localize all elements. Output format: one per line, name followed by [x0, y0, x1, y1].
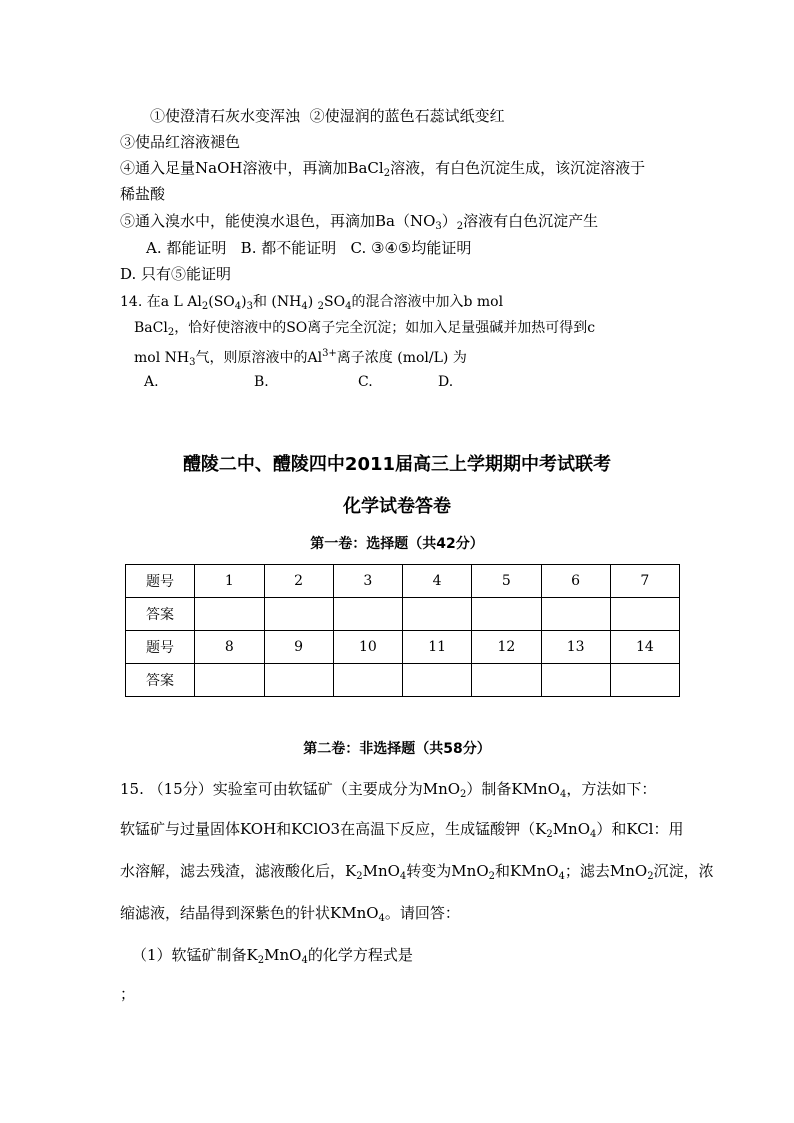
q14-s4: 4 [301, 301, 308, 312]
table-row [126, 565, 680, 598]
q14-t7: 的混合溶液中加入b mol [351, 294, 504, 310]
q13-s5-c: 溶液有白色沉淀产生 [463, 212, 599, 230]
q14-l3-a: mol NH [134, 350, 190, 366]
table-cell-number: 3 [333, 565, 402, 598]
table-cell-number: 7 [610, 565, 679, 598]
answer-cell[interactable] [264, 664, 333, 697]
q15-l3-d: 和KMnO [495, 862, 559, 880]
q14-l3-sub: 3 [189, 357, 196, 368]
answer-cell[interactable] [264, 598, 333, 631]
q15-l4-b: 。请回答： [384, 904, 460, 922]
section-1-heading: 第一卷：选择题（共42分） [310, 536, 484, 552]
table-label-answer: 答案 [126, 598, 195, 631]
q13-s5-sub2: 2 [456, 221, 464, 232]
q15-l2-a: 软锰矿与过量固体KOH和KClO3在高温下反应，生成锰酸钾（K [120, 820, 547, 838]
q15-l3-f: 沉淀，浓 [653, 862, 714, 880]
table-label-answer: 答案 [126, 664, 195, 697]
q14-l2-b: ，恰好使溶液中的SO离子完全沉淀；如加入足量强碱并加热可得到c [174, 320, 596, 336]
page-title: 醴陵二中、醴陵四中2011届高三上学期期中考试联考 [182, 454, 612, 475]
table-cell-number: 5 [472, 565, 541, 598]
q15-l4-a: 缩滤液，结晶得到深紫色的针状KMnO [120, 904, 379, 922]
answer-cell[interactable] [195, 598, 264, 631]
q15-l2-s1: 2 [546, 829, 553, 840]
q14-t1: 14. 在a L Al [120, 294, 202, 310]
answer-cell[interactable] [472, 598, 541, 631]
answer-table [125, 564, 680, 697]
q15-l2-c: ）和KCl：用 [596, 820, 684, 838]
q14-t4: 和 (NH [252, 294, 302, 310]
q15-l3-e: ；滤去MnO [564, 862, 648, 880]
table-label-number: 题号 [126, 631, 195, 664]
q15-line-1 [120, 770, 656, 814]
answer-cell[interactable] [610, 598, 679, 631]
answer-cell[interactable] [541, 664, 610, 697]
q14-l3-sup: 3+ [322, 348, 337, 359]
q13-s5-sub: 3 [435, 221, 442, 232]
answer-cell[interactable] [472, 664, 541, 697]
q13-options: A. 都能证明 B. 都不能证明 C. ③④⑤均能证明 [146, 239, 472, 257]
table-cell-number: 9 [264, 631, 333, 664]
table-row [126, 631, 680, 664]
q15-l3-s2: 4 [399, 871, 407, 882]
q14-l2-a: BaCl [134, 320, 168, 336]
answer-cell[interactable] [541, 598, 610, 631]
q13-statement-4-cont: 稀盐酸 [120, 185, 166, 203]
q15-sq1-s1: 2 [257, 955, 265, 966]
q14-t5: ) [307, 294, 318, 310]
q14-t2: (SO [208, 294, 235, 310]
q14-s6: 4 [345, 301, 352, 312]
q15-l2-s2: 4 [590, 829, 597, 840]
q15-sq1-s2: 4 [301, 955, 308, 966]
q15-line-2 [120, 810, 683, 854]
q15-l1-b: ）制备KMnO [466, 780, 560, 798]
q15-sq1-c: 的化学方程式是 [307, 946, 413, 964]
q14-option-d: D. [438, 374, 454, 390]
q14-t6: SO [324, 294, 346, 310]
q14-option-b: B. [254, 374, 269, 390]
q15-l3-s1: 2 [356, 871, 363, 882]
answer-cell[interactable] [333, 664, 402, 697]
section-2-heading: 第二卷：非选择题（共58分） [303, 741, 491, 757]
table-cell-number: 12 [472, 631, 541, 664]
q14-s2: 4 [234, 301, 242, 312]
answer-cell[interactable] [403, 664, 472, 697]
q13-option-d: D. 只有⑤能证明 [120, 265, 232, 283]
table-cell-number: 6 [541, 565, 610, 598]
table-label-number: 题号 [126, 565, 195, 598]
q15-l1-a: 15. （15分）实验室可由软锰矿（主要成分为MnO [120, 780, 461, 798]
q15-l3-b: MnO [362, 862, 400, 880]
q15-l4-s: 4 [378, 913, 385, 924]
q13-statement-3: ③使品红溶液褪色 [120, 133, 241, 151]
q14-l3-b: 气，则原溶液中的Al [195, 350, 323, 366]
q13-statement-4 [120, 158, 645, 184]
table-cell-number: 1 [195, 565, 264, 598]
q15-line-3 [120, 852, 714, 896]
q14-line-2 [134, 318, 595, 343]
answer-cell[interactable] [403, 598, 472, 631]
table-cell-number: 13 [541, 631, 610, 664]
q14-t3: ) [241, 294, 247, 310]
q13-s4-a: ④通入足量NaOH溶液中，再滴加BaCl [120, 159, 384, 177]
table-cell-number: 11 [403, 631, 472, 664]
q14-l3-c: 离子浓度 (mol/L) 为 [336, 350, 467, 366]
q13-statement-5 [120, 211, 598, 237]
q13-s1-text: ①使澄清石灰水变浑浊 [150, 107, 301, 125]
q15-answer-end: ； [120, 985, 136, 1003]
q15-l3-s3: 2 [488, 871, 495, 882]
q14-s1: 2 [201, 301, 209, 312]
table-cell-number: 8 [195, 631, 264, 664]
q13-statement-1 [150, 106, 505, 126]
q15-l2-b: MnO [552, 820, 591, 838]
q14-line-3 [134, 344, 467, 373]
q15-l3-a: 水溶解，滤去残渣，滤液酸化后，K [120, 862, 357, 880]
answer-cell[interactable] [333, 598, 402, 631]
q14-s5: 2 [317, 301, 325, 312]
table-cell-number: 2 [264, 565, 333, 598]
table-cell-number: 4 [403, 565, 472, 598]
table-cell-number: 14 [610, 631, 679, 664]
q13-s5-b: ） [441, 212, 457, 230]
page-subtitle: 化学试卷答卷 [343, 496, 451, 517]
q14-l2-sub: 2 [167, 327, 175, 338]
q13-s2-text: ②使湿润的蓝色石蕊试纸变红 [309, 107, 505, 125]
q15-l3-s5: 2 [647, 871, 654, 882]
q15-l1-s1: 2 [460, 789, 467, 800]
q14-s3: 3 [246, 301, 253, 312]
q15-l1-s2: 4 [559, 789, 567, 800]
q15-l3-c: 转变为MnO [406, 862, 489, 880]
table-cell-number: 10 [333, 631, 402, 664]
q13-s4-b: 溶液，有白色沉淀生成，该沉淀溶液于 [390, 159, 646, 177]
q15-line-4 [120, 894, 460, 938]
answer-cell[interactable] [610, 664, 679, 697]
table-row [126, 664, 680, 697]
q15-l3-s4: 4 [558, 871, 565, 882]
answer-cell[interactable] [195, 664, 264, 697]
q13-s5-a: ⑤通入溴水中，能使溴水退色，再滴加Ba（NO [120, 212, 436, 230]
q15-sq1-b: MnO [264, 946, 302, 964]
q14-line-1 [120, 292, 503, 317]
table-row [126, 598, 680, 631]
q14-option-c: C. [358, 374, 373, 390]
q15-l1-c: ，方法如下： [566, 780, 657, 798]
q15-sq1-a: （1）软锰矿制备K [132, 946, 258, 964]
q13-s4-sub: 2 [383, 168, 391, 179]
q14-option-a: A. [144, 374, 159, 390]
q15-sub-question-1 [132, 936, 413, 980]
